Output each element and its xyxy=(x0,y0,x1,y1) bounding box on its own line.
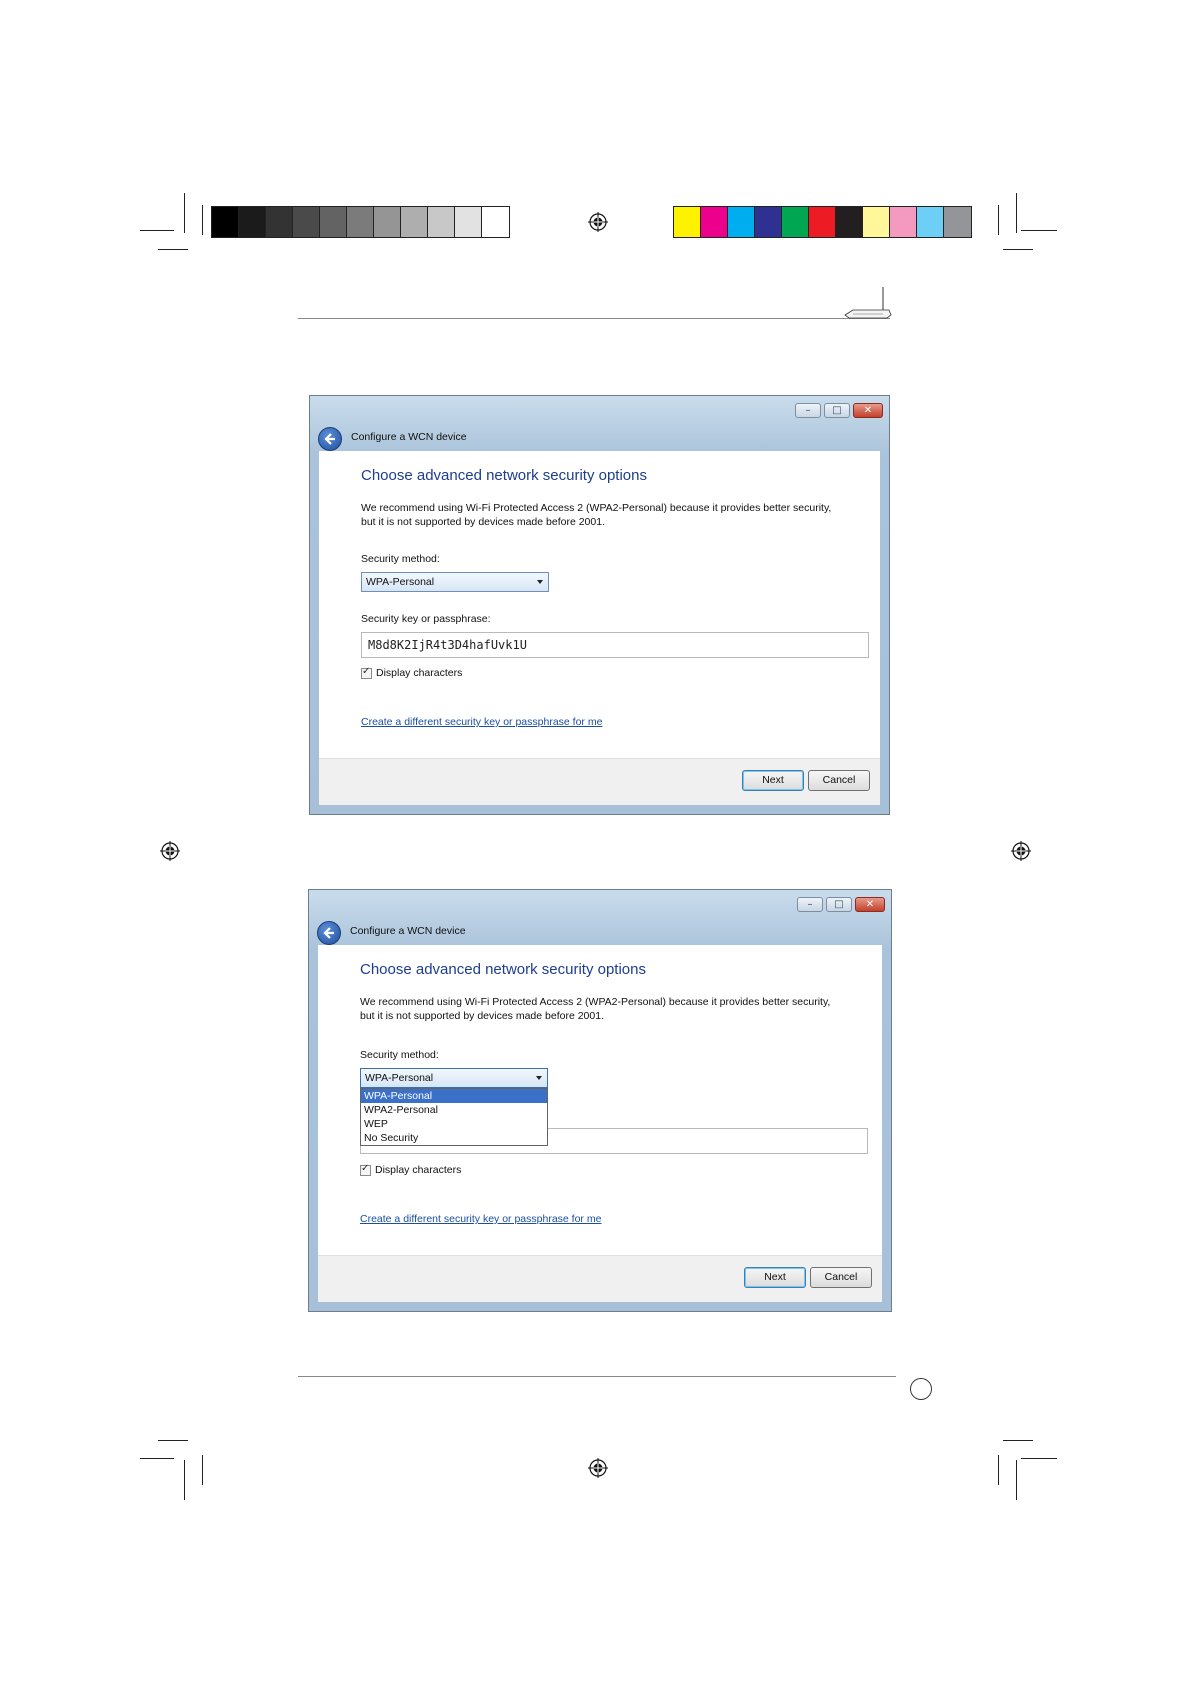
page-heading: Choose advanced network security options xyxy=(360,961,646,978)
dropdown-option-wpa2-personal[interactable]: WPA2-Personal xyxy=(364,1104,438,1116)
calibration-swatch xyxy=(674,207,701,237)
maximize-icon[interactable]: □ xyxy=(826,897,852,912)
security-method-label: Security method: xyxy=(361,553,440,565)
dialog-footer xyxy=(319,758,880,805)
crop-mark-bottom-right-h xyxy=(1003,1440,1033,1441)
display-characters-checkbox[interactable] xyxy=(361,665,372,679)
cancel-button[interactable]: Cancel xyxy=(810,1267,872,1288)
display-characters-row xyxy=(360,1164,461,1176)
dialog-content xyxy=(318,945,882,1256)
calibration-swatch xyxy=(347,207,374,237)
header-rule xyxy=(298,318,890,319)
chevron-down-icon xyxy=(537,580,543,584)
dialog-footer xyxy=(318,1255,882,1302)
calibration-swatch xyxy=(755,207,782,237)
back-arrow-icon[interactable] xyxy=(317,921,341,945)
dropdown-option-no-security[interactable]: No Security xyxy=(364,1132,419,1144)
crop-mark-bottom-left-h2 xyxy=(140,1458,174,1459)
dialog-content xyxy=(319,451,880,759)
footer-rule xyxy=(298,1376,896,1377)
minimize-icon[interactable]: – xyxy=(797,897,823,912)
description-text: We recommend using Wi-Fi Protected Access 2 (WPA2-Personal) because it provides better security, but it is not supported by devices made before 2001. xyxy=(361,502,832,528)
window-title: Configure a WCN device xyxy=(351,431,467,443)
calibration-swatch xyxy=(809,207,836,237)
page-number-circle xyxy=(910,1378,932,1400)
close-icon[interactable]: ✕ xyxy=(853,403,883,418)
registration-mark-icon xyxy=(1011,841,1031,861)
passphrase-label: Security key or passphrase: xyxy=(361,613,491,625)
display-characters-label: Display characters xyxy=(376,667,463,679)
dropdown-option-wpa-personal[interactable]: WPA-Personal xyxy=(361,1089,547,1103)
calibration-swatch xyxy=(728,207,755,237)
checkmark-icon: ✓ xyxy=(361,1162,370,1174)
calibration-swatch xyxy=(266,207,293,237)
calibration-swatch xyxy=(482,207,509,237)
registration-mark-icon xyxy=(588,1458,608,1478)
passphrase-value: M8d8K2IjR4t3D4hafUvk1U xyxy=(368,638,527,652)
security-method-select[interactable] xyxy=(361,572,549,592)
passphrase-input[interactable] xyxy=(361,632,869,658)
crop-mark-top-right-h2 xyxy=(1003,249,1033,250)
window-title: Configure a WCN device xyxy=(350,925,466,937)
calibration-swatch xyxy=(455,207,482,237)
crop-mark-top-left-v2 xyxy=(202,205,203,235)
security-method-dropdown xyxy=(360,1088,548,1146)
maximize-icon[interactable]: □ xyxy=(824,403,850,418)
calibration-swatch xyxy=(890,207,917,237)
grayscale-calibration-bar xyxy=(211,206,510,238)
cancel-button[interactable]: Cancel xyxy=(808,770,870,791)
crop-mark-top-left-h2 xyxy=(158,249,188,250)
crop-mark-top-right-h xyxy=(1021,230,1057,231)
back-arrow-icon[interactable] xyxy=(318,427,342,451)
security-method-value: WPA-Personal xyxy=(365,1072,434,1084)
chevron-down-icon xyxy=(536,1076,542,1080)
calibration-swatch xyxy=(701,207,728,237)
checkmark-icon: ✓ xyxy=(362,665,371,677)
calibration-swatch xyxy=(293,207,320,237)
security-method-label: Security method: xyxy=(360,1049,439,1061)
color-calibration-bar xyxy=(673,206,972,238)
calibration-swatch xyxy=(239,207,266,237)
display-characters-row xyxy=(361,667,462,679)
wcn-dialog-1 xyxy=(309,395,890,815)
crop-mark-bottom-right-v2 xyxy=(998,1455,999,1485)
calibration-swatch xyxy=(944,207,971,237)
crop-mark-top-right-v xyxy=(1016,193,1017,233)
window-controls xyxy=(795,403,883,418)
calibration-swatch xyxy=(782,207,809,237)
calibration-swatch xyxy=(212,207,239,237)
registration-mark-icon xyxy=(160,841,180,861)
calibration-swatch xyxy=(401,207,428,237)
dropdown-option-wep[interactable]: WEP xyxy=(364,1118,388,1130)
close-icon[interactable]: ✕ xyxy=(855,897,885,912)
minimize-icon[interactable]: – xyxy=(795,403,821,418)
crop-mark-bottom-right-v xyxy=(1016,1460,1017,1500)
crop-mark-bottom-left-v2 xyxy=(202,1455,203,1485)
crop-mark-bottom-left-v xyxy=(184,1460,185,1500)
calibration-swatch xyxy=(917,207,944,237)
crop-mark-top-left-h xyxy=(140,230,174,231)
next-button[interactable]: Next xyxy=(742,770,804,791)
page-heading: Choose advanced network security options xyxy=(361,467,647,484)
calibration-swatch xyxy=(863,207,890,237)
crop-mark-top-right-v2 xyxy=(998,205,999,235)
calibration-swatch xyxy=(428,207,455,237)
security-method-value: WPA-Personal xyxy=(366,576,435,588)
security-method-select[interactable] xyxy=(360,1068,548,1088)
registration-mark-icon xyxy=(588,212,608,232)
display-characters-checkbox[interactable] xyxy=(360,1162,371,1176)
window-controls xyxy=(797,897,885,912)
description-text: We recommend using Wi-Fi Protected Access 2 (WPA2-Personal) because it provides better security, but it is not supported by devices made before 2001. xyxy=(360,996,831,1022)
crop-mark-top-left-v xyxy=(184,193,185,233)
calibration-swatch xyxy=(836,207,863,237)
display-characters-label: Display characters xyxy=(375,1164,462,1176)
calibration-swatch xyxy=(320,207,347,237)
create-key-link[interactable]: Create a different security key or passphrase for me xyxy=(360,1213,602,1225)
crop-mark-bottom-left-h xyxy=(158,1440,188,1441)
next-button[interactable]: Next xyxy=(744,1267,806,1288)
calibration-swatch xyxy=(374,207,401,237)
crop-mark-bottom-right-h2 xyxy=(1021,1458,1057,1459)
wcn-dialog-2 xyxy=(308,889,892,1312)
create-key-link[interactable]: Create a different security key or passphrase for me xyxy=(361,716,603,728)
router-icon xyxy=(843,285,893,321)
